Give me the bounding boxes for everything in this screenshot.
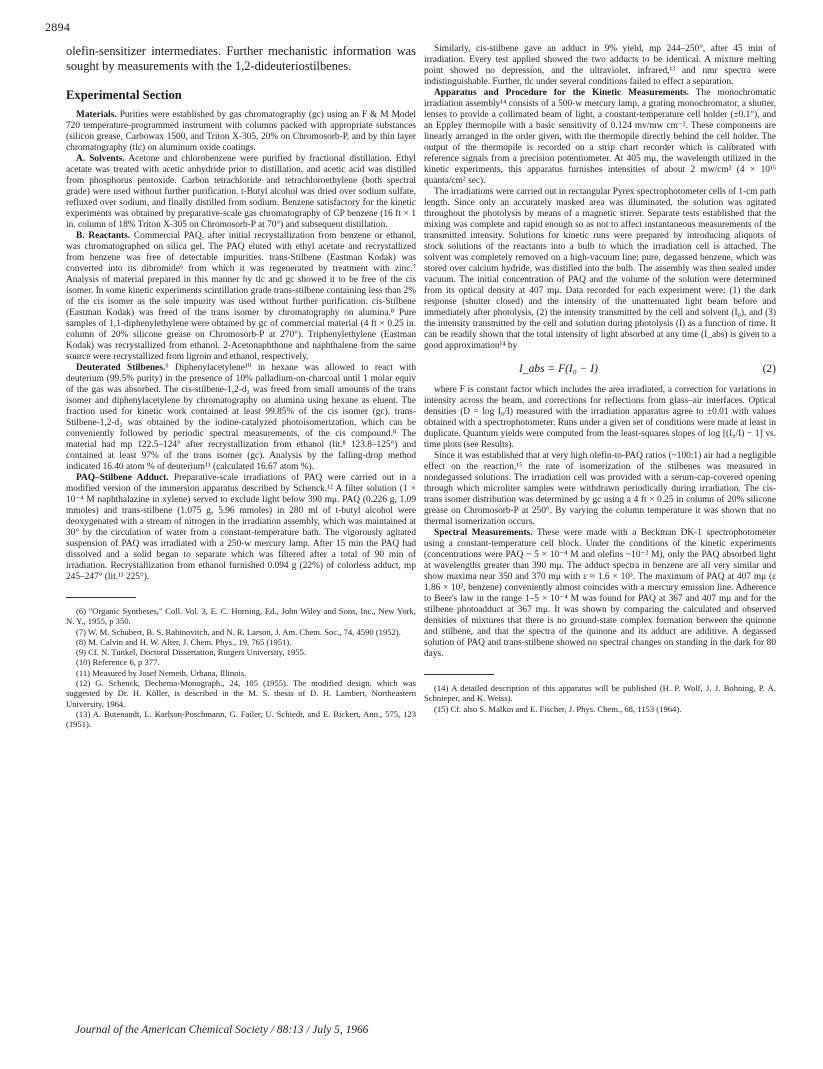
paragraph-irradiations: The irradiations were carried out in rectangular Pyrex spectrophotometer cells of 1-cm path length. Since only an accurately masked area was illuminated, the solution was agitated throughout the photolysis by means of a magnetic stirrer. Separate tests established that the mixing was complete and rapid enough so as not to affect instantaneous measurements of the transmitted intensity. Solutions for kinetic runs were prepared by introducing aliquots of stock solutions of the reactants into a bulb to which the irradiation cell is attached. The solvent was completely removed on a high-vacuum line; pure, degassed benzene, which was stored over calcium hydride, was distilled into the bulb. The assembly was then sealed under vacuum. The initial concentration of PAQ and the volume of the solution were determined from its optical density at 407 mμ. Data recorded for each experiment were: (1) the dark response (shutter closed) and the intensity of the unattenuated light beam before and immediately after photolysis, (2) the intensity transmitted by the cell and solvent (I₀), and (3) the intensity transmitted by the cell and solution during photolysis (I) as a function of time. It can be readily shown that the total intensity of light absorbed at any time (I_abs) is given to a good approximation¹⁴ by (424, 187, 776, 351)
footnote-divider (66, 597, 136, 598)
paragraph-optical-densities: where F is constant factor which includes the area irradiated, a correction for variations in intensity across the beam, and corrections for reflections from glass–air interfaces. Optical densities (D = log I₀/I) measured with the irradiation apparatus agree to ±0.01 with values obtained with a spectrophotometer. Runs under a given set of conditions were made at least in duplicate. Quantum yields were computed from the least-squares slopes of log [(I₀/I) − 1] vs. time plots (see Results). (424, 385, 776, 450)
paragraph-reactants: B. Reactants. Commercial PAQ, after initial recrystallization from benzene or ethanol, was chromatographed on silica gel. The PAQ eluted with ethyl acetate and recrystallized from benzene was free of detectable impurities. trans-Stilbene (Eastman Kodak) was converted into its dibromide⁶ from which it was regenerated by treatment with zinc.⁷ Analysis of material prepared in this manner by tlc and gc showed it to be free of the cis isomer. In some kinetic experiments scintillation grade trans-stilbene containing less than 2% of the cis isomer as the sole impurity was used without further purification. cis-Stilbene (Eastman Kodak) was freed of the trans isomer by chromatography on alumina.⁸ Pure samples of 1,1-diphenylethylene were obtained by gc of commercial material (4 ft × 0.25 in. column of 20% silicone grease on Chromosorb-P at 270°). Triphenylethylene (Eastman Kodak) was recrystallized from ethanol. 2-Acetonaphthone and naphthalene from the same source were recrystallized from ligroin and ethanol, respectively. (66, 231, 417, 362)
paragraph-spectral-measurements: Spectral Measurements. These were made with a Beckman DK-1 spectrophotometer using a constant-temperature cell block. Under the conditions of the kinetic experiments (concentrations were PAQ ~ 5 × 10⁻⁴ M and olefins ~10⁻² M), only the PAQ absorbed light at wavelengths greater than 390 mμ. The adduct spectra in benzene are all very similar and show maxima near 350 and 370 mμ with ε ≈ 1.6 × 10³. The maximum of PAQ at 407 mμ (ε 1.86 × 10³, benzene) conveniently almost coincides with a mercury emission line. Adherence to Beer's law in the range 1–5 × 10⁻⁴ M was found for PAQ at 367 and 407 mμ and for the stilbene photoadduct at 367 mμ. It was shown by comparing the calculated and observed densities of mixtures that there is no ground-state complex formation between the quinone and stilbene, and that the spectra of the quinone and its adduct are additive. A degassed solution of PAQ and trans-stilbene showed no spectral changes on standing in the dark for 80 days. (424, 528, 776, 659)
paragraph-apparatus: Apparatus and Procedure for the Kinetic Measurements. The monochromatic irradiation assembly¹⁴ consists of a 500-w mercury lamp, a grating monochromator, a shutter, lenses to provide a collimated beam of light, a constant-temperature cell holder (±0.1°), and an Eppley thermopile with a basic sensitivity of 0.124 mv/mw cm⁻². These components are linearly arranged in the order given, with the thermopile directly behind the cell holder. The output of the thermopile is recorded on a strip chart recorder which is calibrated with reference signals from a precision potentiometer. At 405 mμ, the wavelength utilized in the kinetic experiments, this apparatus furnishes intensities of about 2 mw/cm² (4 × 10¹⁵ quanta/cm² sec). (424, 88, 776, 186)
right-column (424, 44, 776, 714)
equation-body: I_abs = F(I₀ − I) (519, 363, 598, 375)
footnote: (13) A. Butenandt, L. Karlson-Poschmann, G. Failer, U. Schiedt, and E. Bickert, Ann., 575, 123 (1951). (66, 708, 416, 730)
footnote: (10) Reference 6, p 377. (76, 657, 160, 668)
paragraph-deuterated-stilbenes: Deuterated Stilbenes.⁹ Diphenylacetylene¹⁰ in hexane was allowed to react with deuterium (99.5% purity) in the presence of 10% palladium-on-charcoal until 1 molar equiv of the gas was absorbed. The cis-stilbene-1,2-d₂ was freed from small amounts of the trans isomer and diphenylacetylene by chromatography on alumina using hexane as eluent. The fraction used for kinetic work contained at least 99.85% of the cis isomer (gc). trans-Stilbene-1,2-d₂ was obtained by the iodine-catalyzed photoisomerization, which can be conveniently followed by periodic spectral measurements, of the cis compound.⁸ The material had mp 122.5–124° after recrystallization from ethanol (lit.⁸ 123.8–125°) and contained at least 97% of the trans isomer (gc). Analysis by the falling-drop method indicated 16.40 atom % of deuterium¹¹ (calculated 16.67 atom %). (66, 363, 417, 472)
footnote: (11) Measured by Josef Nemeth, Urbana, Illinois. (76, 667, 247, 678)
left-column (66, 44, 416, 730)
paragraph-materials: Materials. Purities were established by gas chromatography (gc) using an F & M Model 720 temperature-programmed instrument with columns packed with appropriate substances (silicon grease, Carbowax 1500, and Triton X-305, 20% on Chromosorb-P, and by thin layer chromatography (tlc) on aluminum oxide coatings. (66, 110, 416, 153)
footnote: (15) Cf. also S. Malkin and E. Fischer, J. Phys. Chem., 68, 1153 (1964). (434, 703, 682, 714)
footnote: (14) A detailed description of this apparatus will be published (H. P. Wolf, J. J. Bohning, P. A. Schnieper, and K. Weiss). (424, 683, 776, 704)
intro-text: olefin-sensitizer intermediates. Further mechanistic information was sought by measurements with the 1,2-dideuteriostilbenes. (66, 44, 416, 73)
journal-footer: Journal of the American Chemical Society / 88:13 / July 5, 1966 (75, 1024, 369, 1036)
paragraph-cis-stilbene-adduct: Similarly, cis-stilbene gave an adduct in 9% yield, mp 244–250°, after 45 min of irradiation. Every test applied showed the two adducts to be identical. A mixture melting point showed no depression, and the ultraviolet, infrared,¹³ and nmr spectra were indistinguishable. Further, tlc under several conditions failed to effect a separation. (424, 44, 776, 87)
paragraph-isomerization-rate: Since it was established that at very high olefin-to-PAQ ratios (~100:1) air had a negligible effect on the reaction,¹⁵ the rate of isomerization of the stilbenes was measured in nondegassed solutions. The irradiation cell was provided with a serum-cap-covered opening through which microliter samples were withdrawn periodically during irradiation. The cis-trans isomer distribution was determined by gc using a 4 ft × 0.25 in column of 20% silicone grease on Chromosorb-P at 250°. By varying the column temperature it was shown that no thermal isomerization occurs. (424, 451, 776, 527)
footnote: (9) Cf. N. Tunkel, Doctoral Dissertation, Rutgers University, 1955. (76, 647, 307, 658)
paragraph-paq-stilbene-adduct: PAQ–Stilbene Adduct. Preparative-scale irradiations of PAQ were carried out in a modified version of the immersion apparatus described by Schenck.¹² A filter solution (1 × 10⁻⁴ M naphthalazine in xylene) served to exclude light below 390 mμ. PAQ (0.226 g, 1.09 mmoles) and trans-stilbene (1.075 g, 5.96 mmoles) in 280 ml of t-butyl alcohol were deoxygenated with a stream of nitrogen in the irradiation assembly, which was maintained at 30° by the circulation of water from a constant-temperature bath. The vigorously agitated suspension of PAQ was irradiated with a 250-w mercury lamp. After 15 min the PAQ had dissolved and a solid began to separate which was filtered after a total of 90 min of irradiation. Recrystallization from ethanol furnished 0.094 g (22%) of colorless adduct, mp 245–247° (lit.¹³ 225°). (66, 473, 416, 582)
footnote: (12) G. Schenck, Dechema-Monograph., 24, 105 (1955). The modified design, which was suggested by Dr. H. Köller, is described in the M. S. thesis of D. H. Lambert, Northeastern University, 1964. (66, 678, 416, 709)
footnote: (6) "Organic Syntheses," Coll. Vol. 3, E. C. Horning, Ed., John Wiley and Sons, Inc., New York, N. Y., 1955, p 350. (66, 606, 416, 627)
paragraph-solvents: A. Solvents. Acetone and chlorobenzene were purified by fractional distillation. Ethyl acetate was treated with acetic anhydride prior to distillation, and acetic acid was distilled from phosphorus pentoxide. Carbon tetrachloride and tetrachloroethylene (both spectral grade) were used without further purification. t-Butyl alcohol was dried over sodium sulfate, refluxed over sodium, and finally distilled from sodium. Benzene satisfactory for the kinetic experiments was obtained by preparative-scale gas chromatography of CP benzene (16 ft × 1 in. column of 18% Triton X-305 on Chromosorb-P at 70°) and subsequent distillation. (66, 154, 417, 230)
footnotes-right (424, 683, 776, 714)
equation-2 (424, 364, 776, 375)
section-title: Experimental Section (66, 88, 182, 102)
footnote: (7) W. M. Schubert, B. S. Rabinovitch, and N. R. Larson, J. Am. Chem. Soc., 74, 4590 (1952). (76, 626, 401, 637)
equation-number: (2) (762, 363, 776, 375)
page-number: 2894 (45, 20, 71, 34)
footnote: (8) M. Calvin and H. W. Alter, J. Chem. Phys., 19, 765 (1951). (76, 636, 292, 647)
footnotes-left (66, 606, 416, 730)
footnote-divider (424, 674, 494, 675)
